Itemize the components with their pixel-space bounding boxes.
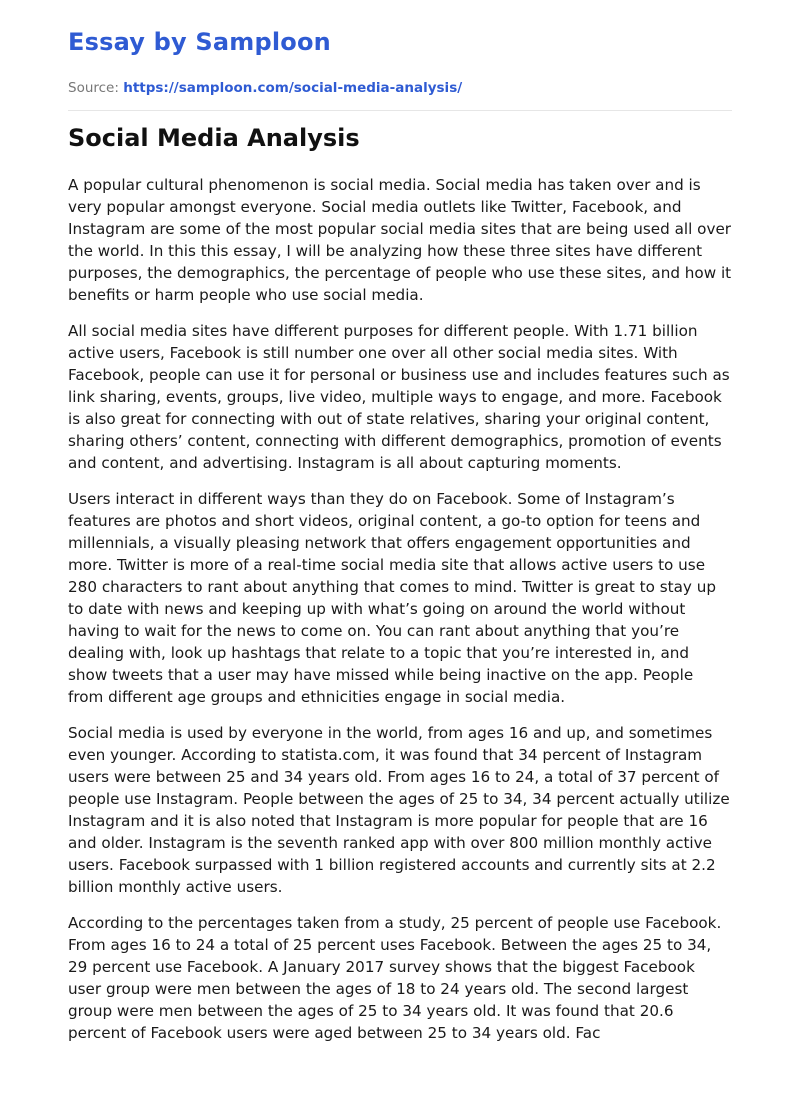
brand-title[interactable]: Essay by Samploon [68,28,331,56]
essay-paragraph-5: According to the percentages taken from a study, 25 percent of people use Facebook. From ages 16 to 24 a total of 25 percent uses Facebook. Between the ages 25 to 34, 29 percent use Facebook. A January 2017 survey shows that the biggest Facebook user group were men between the ages of 18 to 24 years old. The second largest group were men between the ages of 25 to 34 years old. It was found that 20.6 percent of Facebook users were aged between 25 to 34 years old. Fac [68,914,722,1042]
essay-paragraph-3: Users interact in different ways than they do on Facebook. Some of Instagram’s features are photos and short videos, original content, a go-to option for teens and millennials, a visually pleasing network that offers engagement opportunities and more. Twitter is more of a real-time social media site that allows active users to use 280 characters to rant about anything that comes to mind. Twitter is great to stay up to date with news and keeping up with what’s going on around the world without having to wait for the news to come on. You can rant about anything that you’re dealing with, look up hashtags that relate to a topic that you’re interested in, and show tweets that a user may have missed while being inactive on the app. People from different age groups and ethnicities engage in social media. [68,490,716,706]
header-divider [68,110,732,111]
source-link[interactable]: https://samploon.com/social-media-analysis/ [123,80,463,96]
essay-paragraph-1: A popular cultural phenomenon is social media. Social media has taken over and is very popular amongst everyone. Social media outlets like Twitter, Facebook, and Instagram are some of the most popular social media sites that are being used all over the world. In this this essay, I will be analyzing how these three sites have different purposes, the demographics, the percentage of people who use these sites, and how it benefits or harm people who use social media. [68,176,732,304]
source-label: Source: [68,80,119,96]
essay-paragraph-2: All social media sites have different purposes for different people. With 1.71 billion active users, Facebook is still number one over all other social media sites. With Facebook, people can use it for personal or business use and includes features such as link sharing, events, groups, live video, multiple ways to engage, and more. Facebook is also great for connecting with out of state relatives, sharing your original content, sharing others’ content, connecting with different demographics, promotion of events and content, and advertising. Instagram is all about capturing moments. [68,322,730,472]
essay-title: Social Media Analysis [68,124,360,152]
source-line [68,80,462,96]
essay-body [68,174,732,1058]
essay-paragraph-4: Social media is used by everyone in the world, from ages 16 and up, and sometimes even younger. According to statista.com, it was found that 34 percent of Instagram users were between 25 and 34 years old. From ages 16 to 24, a total of 37 percent of people use Instagram. People between the ages of 25 to 34, 34 percent actually utilize Instagram and it is also noted that Instagram is more popular for people that are 16 and older. Instagram is the seventh ranked app with over 800 million monthly active users. Facebook surpassed with 1 billion registered accounts and currently sits at 2.2 billion monthly active users. [68,724,730,896]
